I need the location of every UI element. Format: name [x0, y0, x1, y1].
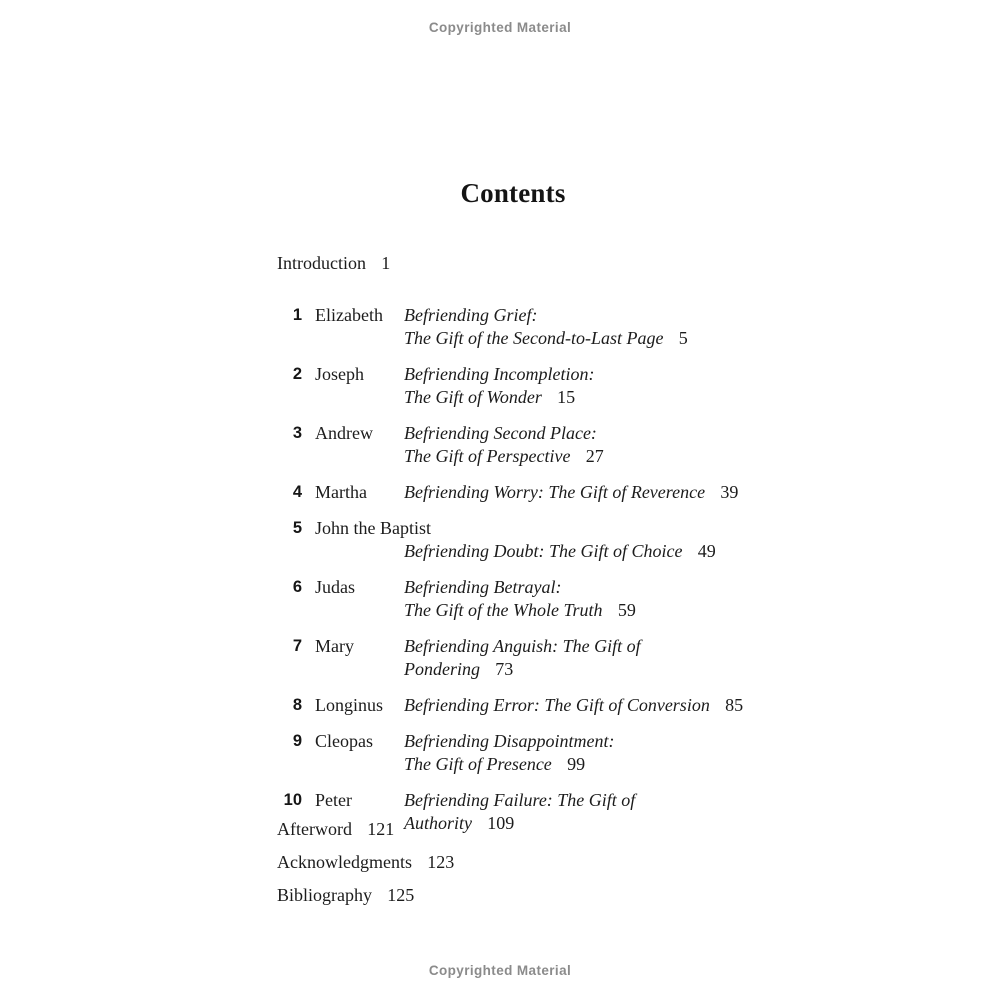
chapter-name: Joseph	[315, 364, 364, 384]
chapter-name: John the Baptist	[315, 518, 431, 538]
chapter-title-line2: The Gift of Presence	[404, 754, 552, 774]
entry-page-number: 123	[427, 852, 455, 872]
chapter-title-line2: The Gift of the Second-to-Last Page	[404, 328, 664, 348]
chapter-title	[404, 540, 749, 563]
copyright-notice-top: Copyrighted Material	[428, 20, 572, 35]
chapter-title	[404, 694, 749, 717]
chapter-number: 6	[292, 578, 302, 596]
chapter-title-line1: Befriending Grief:	[404, 305, 538, 325]
entry-label: Acknowledgments	[277, 852, 412, 872]
toc-chapter-row	[277, 517, 749, 563]
chapter-number: 9	[292, 732, 302, 750]
entry-label: Bibliography	[277, 885, 372, 905]
toc-chapter-row	[277, 422, 749, 468]
chapter-page-number: 49	[697, 541, 716, 561]
chapter-title-line1: Befriending Anguish: The Gift of Pondering	[404, 636, 641, 679]
chapter-number: 2	[292, 365, 302, 383]
chapter-title-line1: Befriending Error: The Gift of Conversion	[404, 695, 710, 715]
chapter-title-line1: Befriending Second Place:	[404, 423, 597, 443]
chapter-title-line1: Befriending Worry: The Gift of Reverence	[404, 482, 706, 502]
chapter-title	[404, 481, 749, 504]
chapter-page-number: 27	[585, 446, 604, 466]
page-title: Contents	[460, 178, 566, 208]
chapter-page-number: 99	[567, 754, 586, 774]
toc-chapter-row	[277, 694, 749, 717]
chapter-number: 1	[292, 306, 302, 324]
toc-chapter-row	[277, 576, 749, 622]
chapter-page-number: 15	[557, 387, 576, 407]
back-matter-section	[277, 818, 749, 917]
chapter-name: Longinus	[315, 695, 384, 715]
toc-entry-acknowledgments	[277, 851, 749, 874]
chapter-page-number: 39	[720, 482, 739, 502]
toc-chapter-row	[277, 481, 749, 504]
chapter-name: Martha	[315, 482, 367, 502]
toc-chapter-row	[277, 363, 749, 409]
chapter-number: 10	[283, 791, 302, 809]
front-matter-section	[277, 252, 749, 275]
entry-label: Afterword	[277, 819, 352, 839]
entry-label: Introduction	[277, 253, 366, 273]
chapter-name: Andrew	[315, 423, 373, 443]
chapter-page-number: 5	[678, 328, 688, 348]
chapter-title-line2: The Gift of the Whole Truth	[404, 600, 603, 620]
chapter-page-number: 73	[495, 659, 514, 679]
chapter-number: 3	[292, 424, 302, 442]
chapter-name: Elizabeth	[315, 305, 383, 325]
chapter-page-number: 109	[487, 813, 515, 833]
toc-entry-bibliography	[277, 884, 749, 907]
chapter-title-line1: Befriending Disappointment:	[404, 731, 615, 751]
chapter-title	[404, 576, 749, 622]
toc-chapter-row	[277, 304, 749, 350]
chapter-title	[404, 422, 749, 468]
chapter-title	[404, 730, 749, 776]
chapter-number: 7	[292, 637, 302, 655]
chapter-title	[404, 363, 749, 409]
chapter-name: Peter	[315, 790, 352, 810]
chapter-title-line1: Befriending Failure: The Gift of Authority	[404, 790, 636, 833]
chapter-title-line2: The Gift of Wonder	[404, 387, 542, 407]
chapter-number: 4	[292, 483, 302, 501]
chapter-title-line1: Befriending Incompletion:	[404, 364, 595, 384]
copyright-notice-bottom: Copyrighted Material	[428, 963, 572, 978]
chapter-page-number: 85	[725, 695, 744, 715]
chapter-name: Mary	[315, 636, 354, 656]
toc-chapter-row	[277, 730, 749, 776]
chapter-title-line2: The Gift of Perspective	[404, 446, 571, 466]
toc-entry-afterword	[277, 818, 749, 841]
chapter-number: 8	[292, 696, 302, 714]
chapter-number: 5	[292, 519, 302, 537]
entry-page-number: 125	[387, 885, 415, 905]
chapter-title-line1: Befriending Doubt: The Gift of Choice	[404, 541, 683, 561]
chapter-title	[404, 304, 749, 350]
chapter-title	[404, 635, 749, 681]
chapter-name: Cleopas	[315, 731, 373, 751]
toc-entry-introduction	[277, 252, 749, 275]
entry-page-number: 1	[381, 253, 391, 273]
chapter-title-line1: Befriending Betrayal:	[404, 577, 562, 597]
chapter-list	[277, 304, 749, 848]
chapter-name: Judas	[315, 577, 355, 597]
entry-page-number: 121	[367, 819, 395, 839]
toc-chapter-row	[277, 635, 749, 681]
chapter-page-number: 59	[617, 600, 636, 620]
